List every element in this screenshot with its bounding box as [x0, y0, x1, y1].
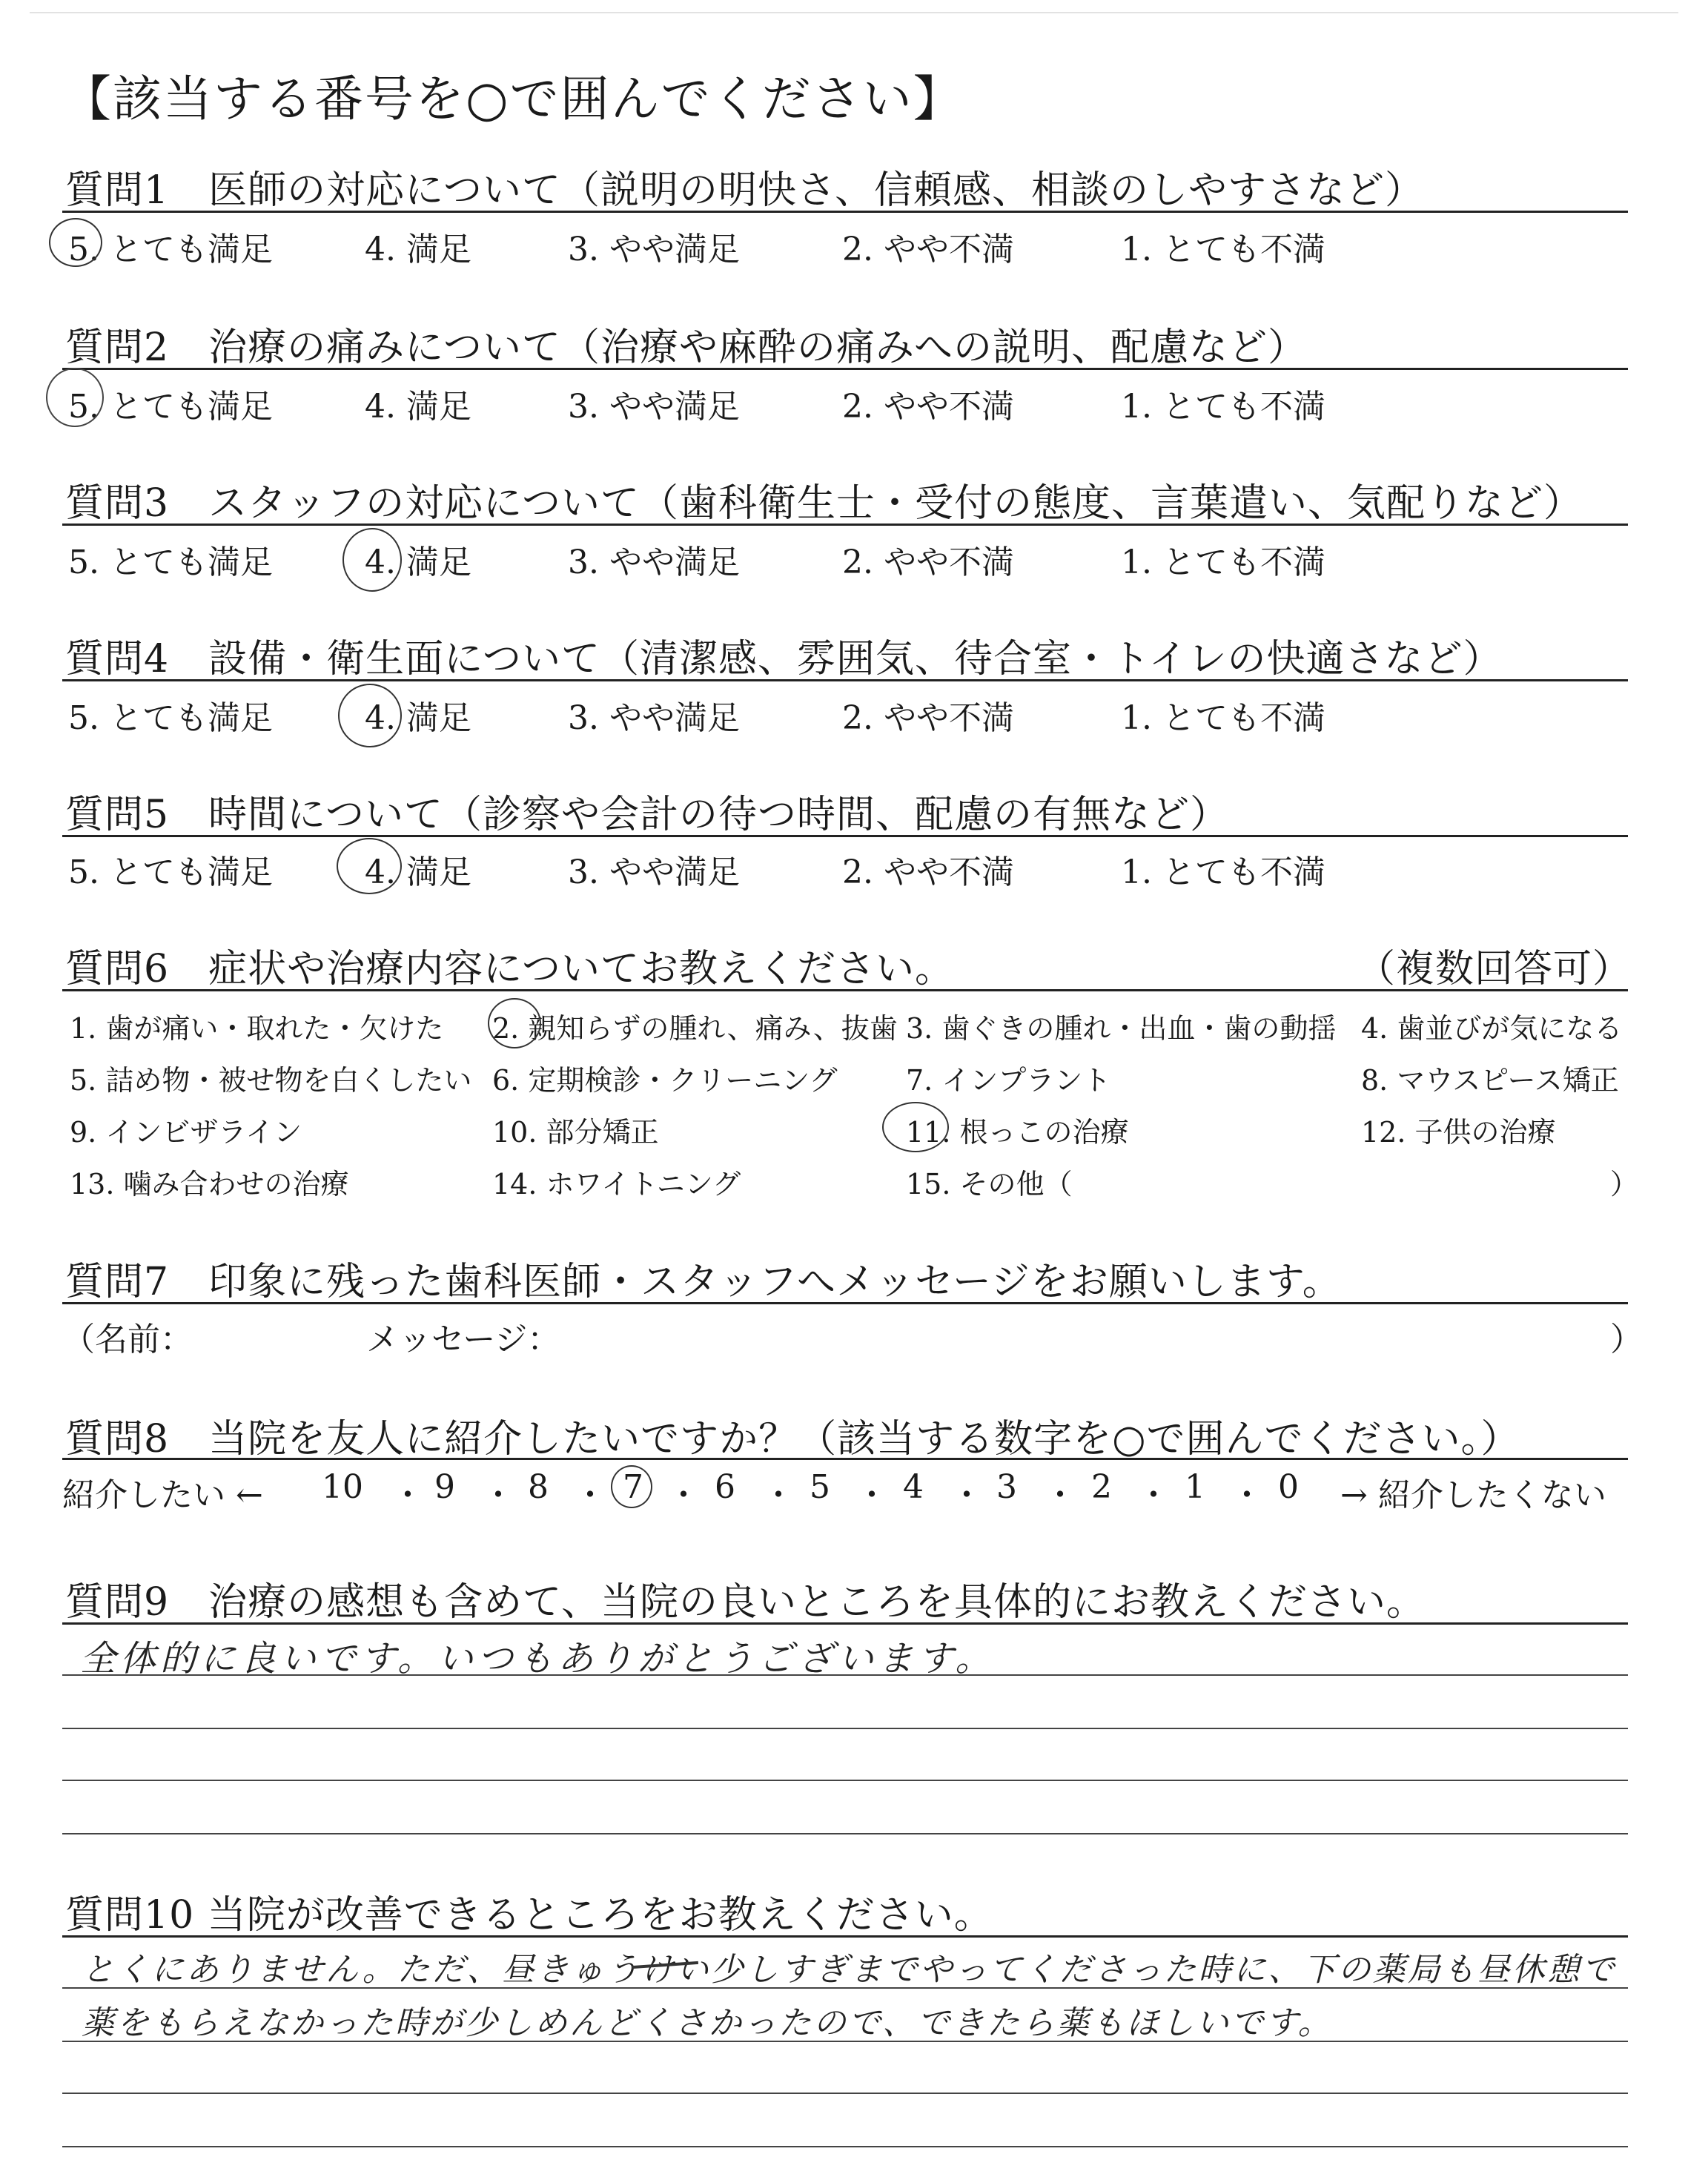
q6-option-6[interactable]: 6. 定期検診・クリーニング	[492, 1064, 838, 1097]
q8-dot: ・	[1044, 1476, 1076, 1514]
q5-option-1[interactable]: 1. とても不満	[1121, 853, 1325, 891]
q5-option-3[interactable]: 3. やや満足	[568, 853, 740, 891]
q2-option-2[interactable]: 2. やや不満	[842, 388, 1014, 426]
q6-option-9[interactable]: 9. インビザライン	[70, 1116, 302, 1149]
q8-dot: ・	[950, 1476, 983, 1514]
q4-option-2[interactable]: 2. やや不満	[842, 699, 1014, 737]
q8-dot: ・	[855, 1476, 888, 1514]
q6-option-12[interactable]: 12. 子供の治療	[1361, 1116, 1556, 1149]
q9-answer-line	[62, 1674, 1628, 1676]
question-6-note: （複数回答可）	[1357, 947, 1632, 991]
q2-option-4[interactable]: 4. 満足	[365, 388, 471, 426]
page-top-edge	[30, 12, 1678, 13]
question-6-rule	[62, 989, 1628, 991]
q6-option-2[interactable]: 2. 親知らずの腫れ、痛み、抜歯	[492, 1012, 898, 1045]
q6-selection-circle-2	[488, 998, 541, 1048]
q7-message-label: メッセージ：	[366, 1321, 560, 1358]
question-5-rule	[62, 835, 1628, 837]
q2-option-5[interactable]: 5. とても満足	[68, 388, 273, 426]
q8-scale-6[interactable]: 6	[715, 1468, 735, 1506]
q6-option-15[interactable]: 15. その他（	[906, 1168, 1073, 1200]
q10-answer-line	[62, 2041, 1628, 2042]
question-9-title: 質問9 治療の感想も含めて、当院の良いところを具体的にお教えください。	[65, 1580, 1426, 1625]
q8-dot: ・	[762, 1476, 795, 1514]
q3-option-3[interactable]: 3. やや満足	[568, 544, 740, 581]
q6-selection-circle-11	[882, 1102, 949, 1152]
q2-selection-circle	[46, 368, 104, 427]
q7-close-paren: ）	[1610, 1321, 1643, 1358]
q1-option-1[interactable]: 1. とても不満	[1121, 231, 1325, 268]
q8-scale-10[interactable]: 10	[322, 1468, 363, 1506]
question-8-title: 質問8 当院を友人に紹介したいですか？（該当する数字を○で囲んでください。）	[65, 1417, 1520, 1462]
question-10-rule	[62, 1935, 1628, 1938]
q4-selection-circle	[338, 684, 402, 747]
q4-option-3[interactable]: 3. やや満足	[568, 699, 740, 737]
q2-option-3[interactable]: 3. やや満足	[568, 388, 740, 426]
q9-answer-line	[62, 1833, 1628, 1834]
q1-selection-circle	[49, 218, 102, 267]
q3-option-1[interactable]: 1. とても不満	[1121, 544, 1325, 581]
q1-option-5[interactable]: 5. とても満足	[68, 231, 273, 268]
q8-dot: ・	[391, 1476, 424, 1514]
q6-option-10[interactable]: 10. 部分矯正	[492, 1116, 659, 1149]
q5-selection-circle	[337, 838, 402, 894]
q8-dot: ・	[667, 1476, 700, 1514]
q4-option-1[interactable]: 1. とても不満	[1121, 699, 1325, 737]
q6-option-5[interactable]: 5. 詰め物・被せ物を白くしたい	[70, 1064, 472, 1097]
q3-selection-circle	[342, 528, 402, 592]
q8-right-label: → 紹介したくない	[1340, 1476, 1606, 1514]
question-2-title: 質問2 治療の痛みについて（治療や麻酔の痛みへの説明、配慮など）	[65, 326, 1308, 370]
q8-scale-2[interactable]: 2	[1091, 1468, 1112, 1506]
q8-dot: ・	[1231, 1476, 1263, 1514]
q1-option-3[interactable]: 3. やや満足	[568, 231, 740, 268]
q10-answer-line	[62, 1987, 1628, 1989]
q5-option-2[interactable]: 2. やや不満	[842, 853, 1014, 891]
q2-option-1[interactable]: 1. とても不満	[1121, 388, 1325, 426]
question-3-rule	[62, 524, 1628, 526]
question-7-rule	[62, 1302, 1628, 1304]
q5-option-5[interactable]: 5. とても満足	[68, 853, 273, 891]
q5-option-4[interactable]: 4. 満足	[365, 853, 471, 891]
q1-option-2[interactable]: 2. やや不満	[842, 231, 1014, 268]
q10-handwritten-line-1[interactable]: とくにありません。ただ、昼きゅうけい少しすぎまでやってくださった時に、下の薬局も昼休憩で	[82, 1951, 1617, 1989]
q8-scale-3[interactable]: 3	[996, 1468, 1017, 1506]
q9-answer-line	[62, 1728, 1628, 1729]
q8-dot: ・	[482, 1476, 514, 1514]
q6-option-15-close: ）	[1610, 1168, 1639, 1200]
question-10-title: 質問10 当院が改善できるところをお教えください。	[65, 1893, 993, 1938]
q8-scale-1[interactable]: 1	[1185, 1468, 1205, 1506]
question-7-title: 質問7 印象に残った歯科医師・スタッフへメッセージをお願いします。	[65, 1260, 1342, 1304]
q6-option-4[interactable]: 4. 歯並びが気になる	[1361, 1012, 1623, 1045]
question-1-rule	[62, 211, 1628, 213]
page-header: 【該当する番号を○で囲んでください】	[62, 70, 964, 128]
question-6-title: 質問6 症状や治療内容についてお教えください。	[65, 947, 955, 991]
q9-handwritten-answer[interactable]: 全体的に良いです。いつもありがとうございます。	[80, 1638, 996, 1680]
q9-answer-line	[62, 1780, 1628, 1781]
q3-option-5[interactable]: 5. とても満足	[68, 544, 273, 581]
question-2-rule	[62, 368, 1628, 370]
q7-name-label: （名前：	[62, 1321, 193, 1358]
question-4-rule	[62, 679, 1628, 681]
q6-option-1[interactable]: 1. 歯が痛い・取れた・欠けた	[70, 1012, 444, 1045]
question-4-title: 質問4 設備・衛生面について（清潔感、雰囲気、待合室・トイレの快適さなど）	[65, 637, 1503, 681]
q6-option-8[interactable]: 8. マウスピース矯正	[1361, 1064, 1619, 1097]
q8-scale-8[interactable]: 8	[528, 1468, 549, 1506]
q8-scale-0[interactable]: 0	[1278, 1468, 1299, 1506]
question-3-title: 質問3 スタッフの対応について（歯科衛生士・受付の態度、言葉遣い、気配りなど）	[65, 481, 1583, 526]
question-9-rule	[62, 1622, 1628, 1625]
q8-selection-circle	[611, 1465, 652, 1508]
q4-option-4[interactable]: 4. 満足	[365, 699, 471, 737]
q6-option-14[interactable]: 14. ホワイトニング	[492, 1168, 741, 1200]
q3-option-2[interactable]: 2. やや不満	[842, 544, 1014, 581]
q10-handwritten-line-2[interactable]: 薬をもらえなかった時が少しめんどくさかったので、できたら薬もほしいです。	[82, 2004, 1333, 2042]
q6-option-3[interactable]: 3. 歯ぐきの腫れ・出血・歯の動揺	[906, 1012, 1337, 1045]
q8-left-label: 紹介したい ←	[62, 1476, 263, 1514]
q6-option-13[interactable]: 13. 噛み合わせの治療	[70, 1168, 349, 1200]
q10-answer-line	[62, 2093, 1628, 2094]
question-1-title: 質問1 医師の対応について（説明の明快さ、信頼感、相談のしやすさなど）	[65, 168, 1424, 213]
q8-scale-9[interactable]: 9	[434, 1468, 455, 1506]
q8-scale-7[interactable]: 7	[623, 1468, 643, 1506]
q4-option-5[interactable]: 5. とても満足	[68, 699, 273, 737]
q3-option-4[interactable]: 4. 満足	[365, 544, 471, 581]
question-8-rule	[62, 1458, 1628, 1460]
q1-option-4[interactable]: 4. 満足	[365, 231, 471, 268]
question-5-title: 質問5 時間について（診察や会計の待つ時間、配慮の有無など）	[65, 793, 1230, 837]
q8-dot: ・	[1137, 1476, 1170, 1514]
q8-scale-5[interactable]: 5	[810, 1468, 830, 1506]
q8-scale-4[interactable]: 4	[903, 1468, 924, 1506]
q6-option-7[interactable]: 7. インプラント	[906, 1064, 1111, 1097]
q6-option-11[interactable]: 11. 根っこの治療	[906, 1116, 1129, 1149]
q10-answer-line	[62, 2146, 1628, 2147]
q8-dot: ・	[574, 1476, 606, 1514]
